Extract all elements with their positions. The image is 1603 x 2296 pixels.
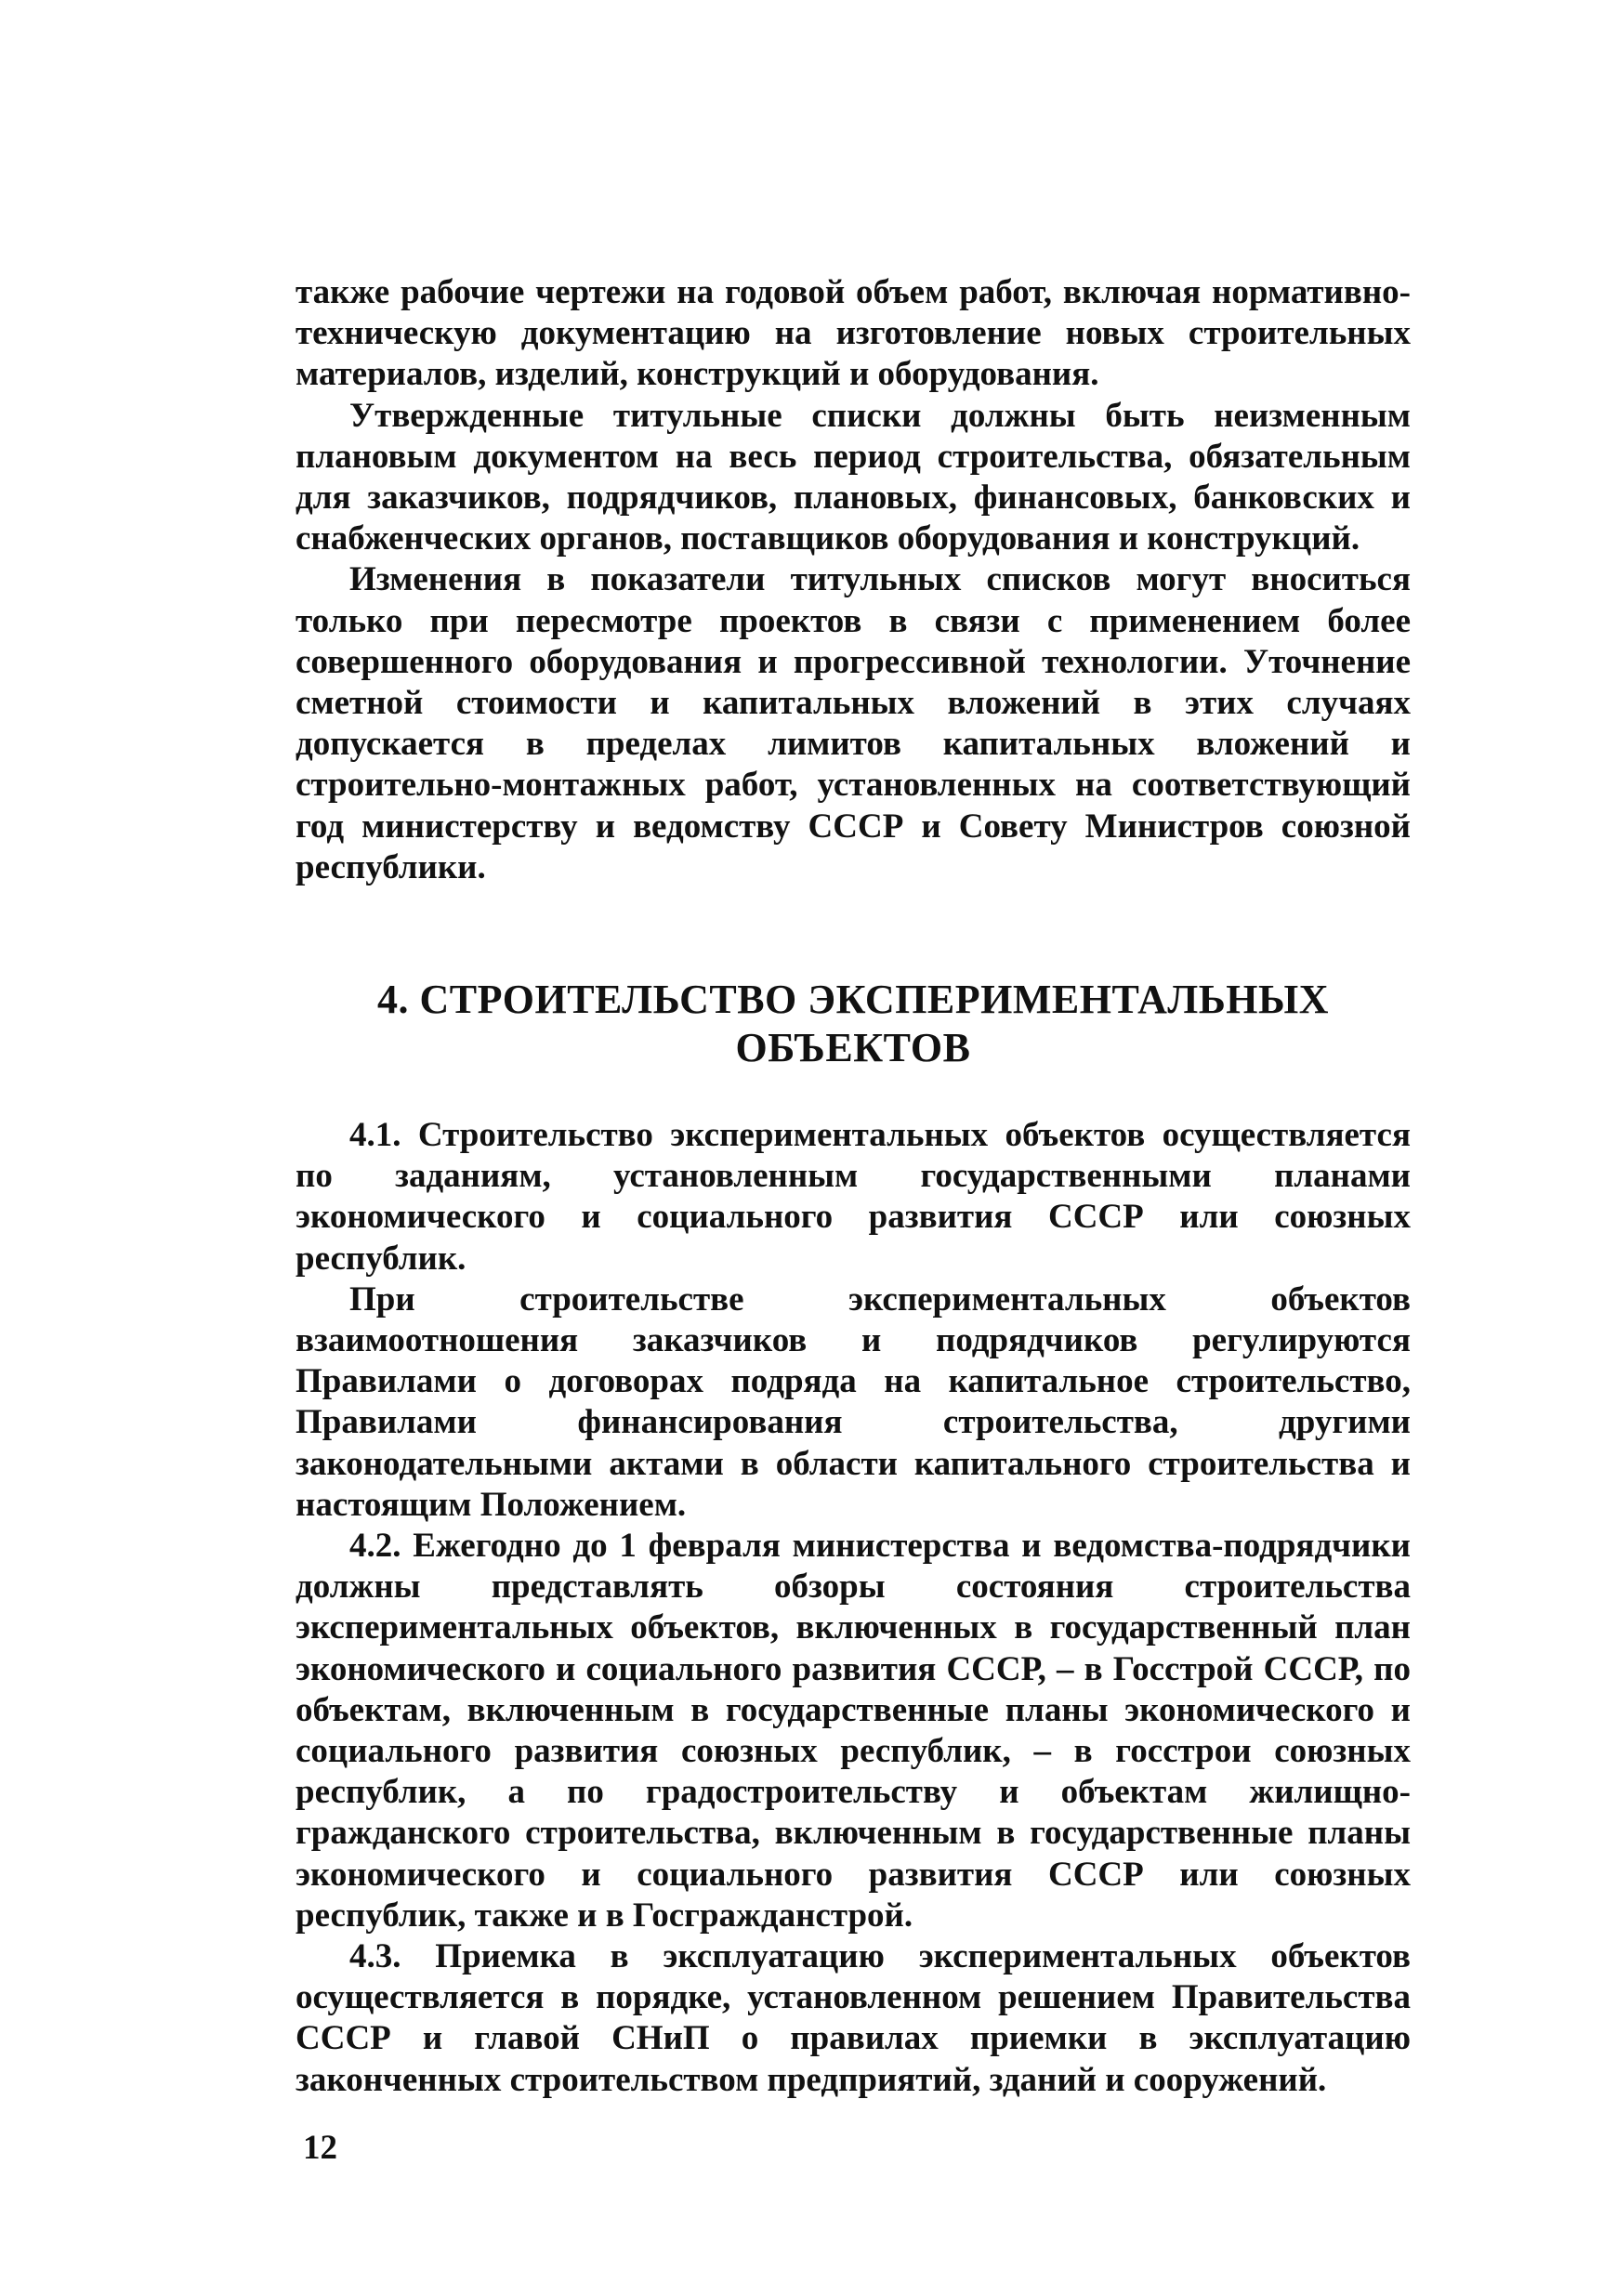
paragraph-relations: При строительстве экспериментальных объектов взаимоотношения заказчиков и подрядчиков регулируются Правилами о договорах подряда на капитальное строительство, Правилами финансирования строительства, другими законодательными актами в области капитального строительства и настоящим Положением. (296, 1279, 1411, 1524)
paragraph-title-lists: Утвержденные титульные списки должны быть неизменным плановым документом на весь период строительства, обязательным для заказчиков, подрядчиков, плановых, финансовых, банковских и снабженческих органов, поставщиков оборудования и конструкций. (296, 396, 1411, 558)
paragraph-continuation: также рабочие чертежи на годовой объем работ, включая нормативно-техническую документацию на изготовление новых строительных материалов, изделий, конструкций и оборудования. (296, 273, 1411, 394)
clause-4-1: 4.1. Строительство экспериментальных объектов осуществляется по заданиям, установленным государственными планами экономического и социального развития СССР или союзных республик. (296, 1116, 1411, 1278)
clause-4-3: 4.3. Приемка в эксплуатацию экспериментальных объектов осуществляется в порядке, установленном решением Правительства СССР и главой СНиП о правилах приемки в эксплуатацию законченных строительством предприятий, зданий и сооружений. (296, 1937, 1411, 2099)
page-number: 12 (303, 2129, 337, 2167)
section-heading (296, 976, 1411, 1072)
section-heading-line1: 4. СТРОИТЕЛЬСТВО ЭКСПЕРИМЕНТАЛЬНЫХ (377, 977, 1329, 1022)
paragraph-changes: Изменения в показатели титульных списков могут вноситься только при пересмотре проектов в связи с применением более совершенного оборудования и прогрессивной технологии. Уточнение сметной стоимости и капитальных вложений в этих случаях допускается в пределах лимитов капитальных вложений и строительно-монтажных работ, установленных на соответствующий год министерству и ведомству СССР и Совету Министров союзной республики. (296, 560, 1411, 886)
section-text (296, 1115, 1411, 2101)
intro-text (296, 272, 1411, 888)
clause-4-2: 4.2. Ежегодно до 1 февраля министерства и ведомства-подрядчики должны представлять обзоры состояния строительства экспериментальных объектов, включенных в государственный план экономического и социального развития СССР, – в Госстрой СССР, по объектам, включенным в государственные планы экономического и социального развития союзных республик, – в госстрои союзных республик, а по градостроительству и объектам жилищно-гражданского строительства, включенным в государственные планы экономического и социального развития СССР или союзных республик, также и в Госгражданстрой. (296, 1527, 1411, 1935)
section-heading-line2: ОБЪЕКТОВ (735, 1025, 971, 1070)
